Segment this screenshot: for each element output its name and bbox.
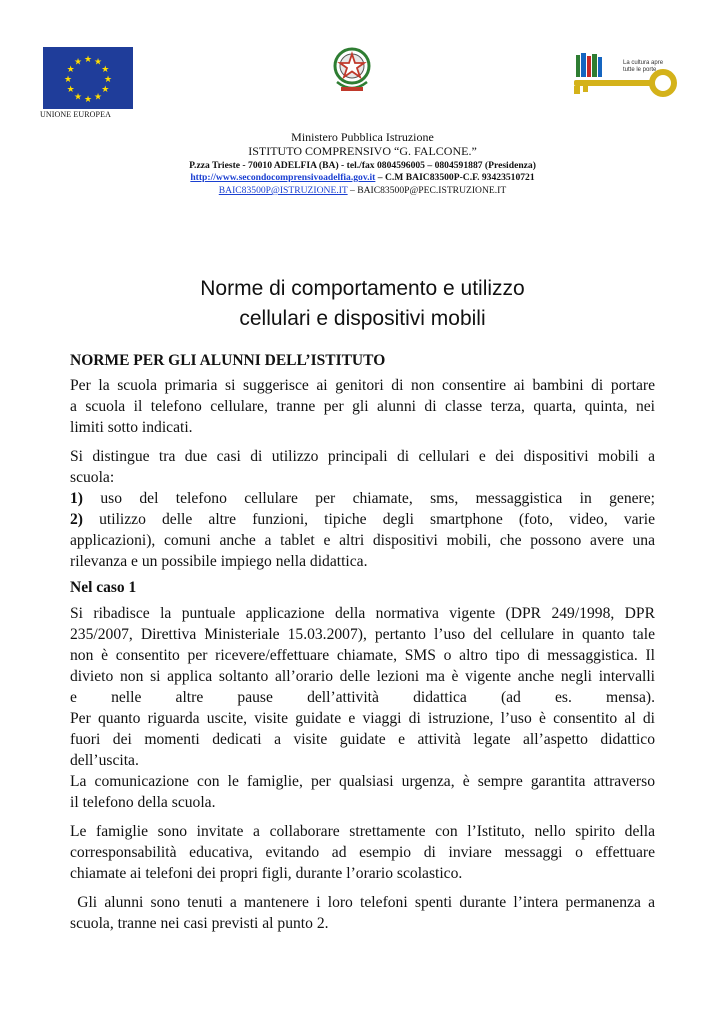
svg-text:★: ★ — [73, 92, 83, 103]
document-title-line-2: cellulari e dispositivi mobili — [239, 307, 486, 330]
case-1-text: uso del telefono cellulare per chiamate, sms, messaggistica in genere; — [83, 490, 655, 507]
svg-text:★: ★ — [63, 75, 73, 85]
paragraph-3-line: 235/2007, Direttiva Ministeriale 15.03.2007), pertanto l’uso del cellulare in quanto tale — [70, 626, 655, 643]
svg-text:La cultura apre: La cultura apre — [623, 60, 664, 66]
pec-text: – BAIC83500P@PEC.ISTRUZIONE.IT — [347, 185, 507, 196]
svg-text:★: ★ — [73, 57, 83, 68]
svg-text:★: ★ — [103, 75, 113, 85]
svg-text:★: ★ — [66, 65, 75, 75]
italian-republic-emblem — [331, 42, 373, 96]
svg-text:★: ★ — [93, 57, 103, 68]
paragraph-3-line: Per quanto riguarda uscite, visite guidate e viaggi di istruzione, l’uso è consentito al di — [70, 710, 655, 727]
svg-text:★: ★ — [101, 65, 110, 75]
paragraph-5-line: Gli alunni sono tenuti a mantenere i loro telefoni spenti durante l’intera permanenza a — [70, 894, 655, 911]
svg-text:★: ★ — [66, 85, 75, 95]
email-line — [0, 185, 725, 196]
paragraph-5-line: scuola, tranne nei casi previsti al punto 2. — [70, 915, 329, 932]
paragraph-1-line: limiti sotto indicati. — [70, 419, 193, 436]
paragraph-2-line: Si distingue tra due casi di utilizzo principali di cellulari e dei dispositivi mobili a — [70, 448, 655, 465]
svg-text:★: ★ — [83, 55, 93, 65]
codes-text: – C.M BAIC83500P-C.F. 93423510721 — [375, 172, 535, 183]
paragraph-3-line: dell’uscita. — [70, 752, 139, 769]
paragraph-4-line: corresponsabilità educativa, evitando ad esempio di inviare messaggi o effettuare — [70, 844, 655, 861]
paragraph-3-line: La comunicazione con le famiglie, per qualsiasi urgenza, è sempre garantita attraverso — [70, 773, 655, 790]
paragraph-2b-line: applicazioni), comuni anche a tablet e altri dispositivi mobili, che possono avere una — [70, 532, 655, 549]
case-2-number: 2) — [70, 511, 83, 528]
website-link[interactable]: http://www.secondocomprensivoadelfia.gov.it — [190, 172, 376, 183]
institute-name: ISTITUTO COMPRENSIVO “G. FALCONE.” — [248, 144, 477, 158]
svg-text:tutte le porte: tutte le porte — [623, 67, 657, 73]
svg-text:★: ★ — [101, 85, 110, 95]
paragraph-2-line: scuola: — [70, 469, 115, 486]
case-1-item — [70, 489, 655, 509]
svg-text:★: ★ — [93, 92, 103, 103]
section-heading: NORME PER GLI ALUNNI DELL’ISTITUTO — [70, 352, 386, 369]
paragraph-3-line: non è consentito per ricevere/effettuare chiamate, SMS o altro tipo di messaggistica. Il — [70, 647, 655, 664]
ministry-line: Ministero Pubblica Istruzione — [291, 130, 434, 144]
paragraph-2b-line: rilevanza e un possibile impiego nella didattica. — [70, 553, 368, 570]
paragraph-3-line: e nelle altre pause dell’attività didattica (ad es. mensa). — [70, 689, 655, 706]
eu-flag-logo — [43, 47, 133, 109]
paragraph-3-line: il telefono della scuola. — [70, 794, 216, 811]
culture-key-logo — [571, 50, 681, 104]
website-codes-line — [0, 172, 725, 183]
paragraph-3-line: divieto non si applica soltanto all’orario delle lezioni ma è vigente anche negli intervalli — [70, 668, 655, 685]
paragraph-1-line: a scuola il telefono cellulare, tranne per gli alunni di classe terza, quarta, quinta, nei — [70, 398, 655, 415]
svg-text:★: ★ — [83, 95, 93, 105]
paragraph-3-line: fuori dei momenti dedicati a visite guidate e attività legate all’aspetto didattico — [70, 731, 655, 748]
paragraph-4-line: chiamate ai telefoni dei propri figli, durante l’orario scolastico. — [70, 865, 463, 882]
case-2-text: utilizzo delle altre funzioni, tipiche degli smartphone (foto, video, varie — [83, 511, 655, 528]
paragraph-4-line: Le famiglie sono invitate a collaborare strettamente con l’Istituto, nello spirito della — [70, 823, 655, 840]
case-2-item — [70, 510, 655, 530]
email-link[interactable]: BAIC83500P@ISTRUZIONE.IT — [218, 185, 348, 196]
document-title-line-1: Norme di comportamento e utilizzo — [200, 277, 525, 300]
paragraph-3-line: Si ribadisce la puntuale applicazione della normativa vigente (DPR 249/1998, DPR — [70, 605, 655, 622]
eu-caption: UNIONE EUROPEA — [40, 110, 111, 119]
address-line: P.zza Trieste - 70010 ADELFIA (BA) - tel./fax 0804596005 – 0804591887 (Presidenza) — [189, 160, 536, 171]
subheading-case-1: Nel caso 1 — [70, 579, 137, 596]
case-1-number: 1) — [70, 490, 83, 507]
paragraph-1-line: Per la scuola primaria si suggerisce ai genitori di non consentire ai bambini di portare — [70, 377, 655, 394]
